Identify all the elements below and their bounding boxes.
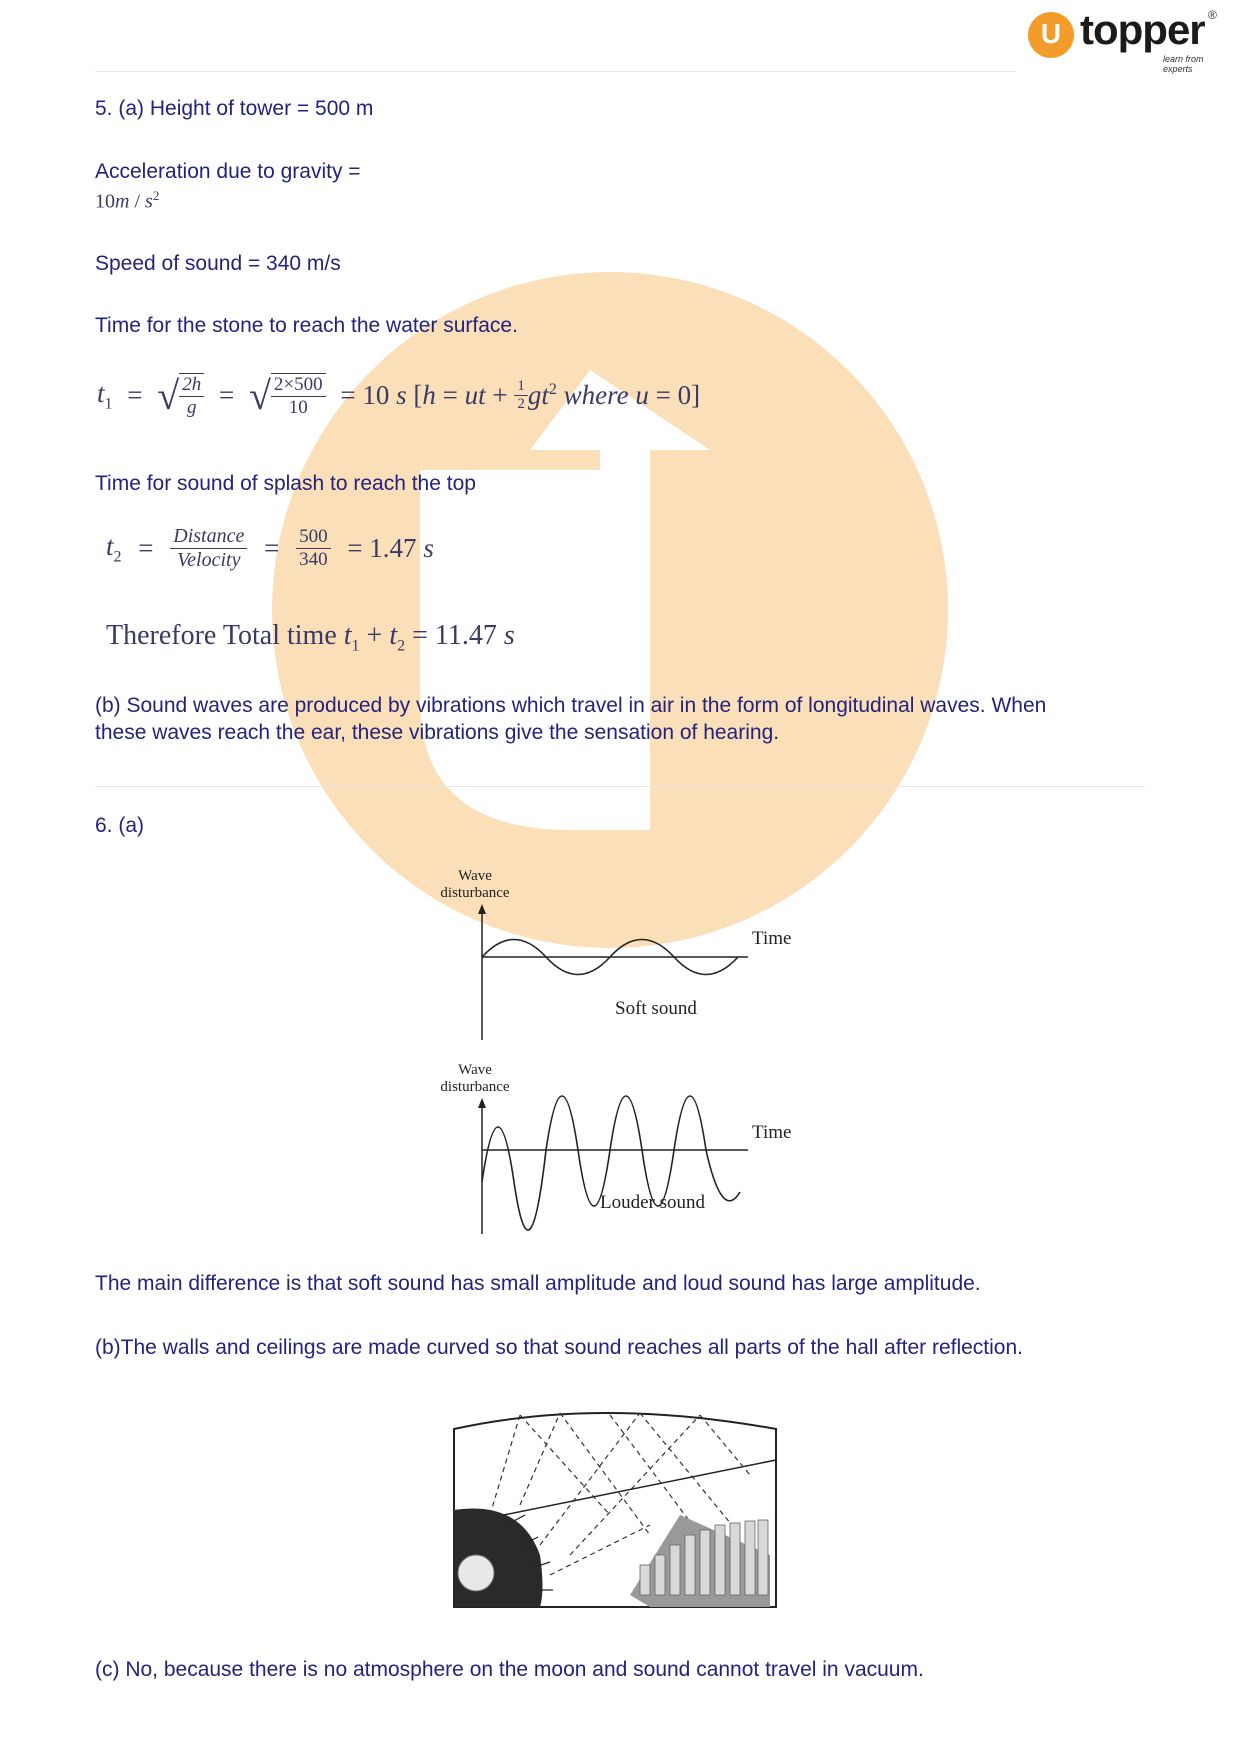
logo-tagline: learn from experts [1163, 54, 1204, 74]
speed-label: Speed of sound = 340 m/s [95, 252, 341, 275]
section-divider [95, 786, 1145, 787]
fig1-caption: Soft sound [615, 998, 697, 1019]
t2-equation: $t_2$ = $\frac{\text{Distance}}{\text{Velocity}}$ = $\frac{500}{340}$ = 1.47 s [106, 525, 434, 571]
logo-text: topper [1080, 6, 1205, 53]
fig2-axis-label: Wave disturbance [440, 1062, 510, 1095]
loud-sound-figure [430, 1062, 810, 1242]
fig2-caption: Louder sound [600, 1192, 706, 1213]
t2-label: Time for sound of splash to reach the top [95, 472, 476, 495]
gravity-label: Acceleration due to gravity = [95, 160, 361, 183]
soft-sound-waveform [430, 868, 810, 1048]
q6b-text: (b)The walls and ceilings are made curved so that sound reaches all parts of the hall after reflection. [95, 1336, 1023, 1359]
fig1-time-label: Time [752, 928, 792, 949]
brand-logo[interactable] [1028, 6, 1228, 74]
fig1-axis-label: Wave disturbance [440, 868, 510, 901]
registered-mark: ® [1208, 8, 1217, 22]
q5a-title: 5. (a) Height of tower = 500 m [95, 97, 374, 120]
hall-reflection-diagram [450, 1405, 780, 1610]
q6a-title: 6. (a) [95, 814, 145, 837]
soft-sound-figure [430, 868, 810, 1048]
top-divider [95, 71, 1015, 72]
t1-label: Time for the stone to reach the water surface. [95, 314, 518, 337]
t1-equation: $t_1$ = √ $\frac{2h}{g}$ = √ $\frac{2\times 500}{10}$ = 10 s [h = ut + $\frac{1}{2}$ $gt^2$ where u = 0] [97, 373, 701, 418]
total-time: Therefore Total time $t_1 + t_2 = 11.47$ s [106, 620, 515, 655]
fig2-time-label: Time [752, 1122, 792, 1143]
q5b-line1: (b) Sound waves are produced by vibrations which travel in air in the form of longitudinal waves. When [95, 694, 1047, 717]
loud-sound-waveform [430, 1062, 810, 1242]
q6c-text: (c) No, because there is no atmosphere on the moon and sound cannot travel in vacuum. [95, 1658, 924, 1681]
q6-difference: The main difference is that soft sound has small amplitude and loud sound has large amplitude. [95, 1272, 981, 1295]
logo-badge-icon: U [1028, 12, 1074, 58]
gravity-value: $10m / s^2$ [95, 188, 160, 213]
q5b-line2: these waves reach the ear, these vibrations give the sensation of hearing. [95, 721, 780, 744]
